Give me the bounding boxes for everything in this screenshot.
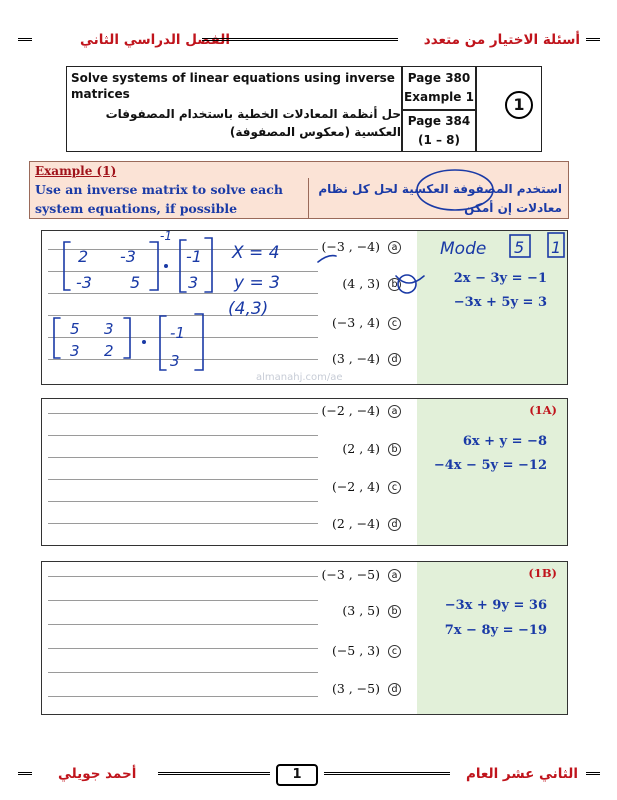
page-ref-1: Page 380 — [407, 71, 471, 85]
option-value: (−3 , −4) — [321, 239, 380, 254]
option-letter: b — [388, 443, 401, 456]
option-letter: d — [388, 353, 401, 366]
option-letter: c — [388, 645, 401, 658]
option-b[interactable] — [342, 603, 401, 618]
hand-m2-c: 3 — [70, 342, 80, 360]
example-title: Example (1) — [35, 164, 117, 178]
watermark: almanahj.com/ae — [256, 372, 343, 383]
equation-2: −3x + 5y = 3 — [453, 295, 547, 310]
option-letter: d — [388, 683, 401, 696]
topic-box — [66, 66, 542, 152]
question-label: (1B) — [528, 566, 557, 580]
footer-rule — [158, 772, 270, 779]
example-divider — [308, 178, 309, 218]
question-box-1a — [41, 398, 568, 546]
page-number: 1 — [276, 764, 318, 786]
option-value: (3 , −4) — [331, 351, 380, 366]
header-left-title: الفصل الدراسي الثاني — [80, 32, 230, 48]
hand-sol-y: y = 3 — [234, 273, 280, 293]
equation-1: 6x + y = −8 — [462, 434, 547, 449]
option-b[interactable] — [342, 441, 401, 456]
header-rule — [586, 38, 600, 45]
example-ref: Example 1 — [404, 90, 474, 104]
option-c[interactable] — [332, 479, 401, 494]
hand-v1-a: -1 — [186, 247, 202, 266]
hand-m1-a: 2 — [78, 247, 89, 266]
equations-panel — [417, 562, 567, 714]
option-d[interactable] — [332, 681, 401, 696]
hand-m1-c: -3 — [76, 273, 92, 292]
answer-lines — [48, 231, 318, 384]
option-d[interactable] — [332, 516, 401, 531]
hand-sol-pair: (4,3) — [228, 299, 269, 319]
topic-title-en: Solve systems of linear equations using inverse matrices — [71, 71, 395, 101]
hand-superscript: -1 — [160, 229, 172, 243]
page-ref-2: Page 384 — [407, 114, 471, 128]
topic-divider — [401, 109, 476, 111]
option-value: (−3 , 4) — [331, 315, 380, 330]
option-b[interactable] — [342, 276, 401, 291]
hand-mode: Mode — [440, 239, 487, 259]
option-letter: b — [388, 605, 401, 618]
option-value: (3 , −5) — [331, 681, 380, 696]
option-letter: a — [388, 241, 401, 254]
topic-number: 1 — [505, 91, 533, 119]
option-value: (−3 , −5) — [321, 567, 380, 582]
hand-key-5: 5 — [514, 238, 525, 257]
question-label: (1A) — [529, 403, 557, 417]
footer-rule — [324, 772, 450, 779]
option-letter: c — [388, 481, 401, 494]
option-value: (2 , 4) — [342, 441, 380, 456]
hand-v2-a: -1 — [170, 324, 185, 342]
option-c[interactable] — [332, 315, 401, 330]
equation-1: 2x − 3y = −1 — [453, 271, 547, 286]
option-value: (4 , 3) — [342, 276, 380, 291]
question-box-1b — [41, 561, 568, 715]
header-right-title: أسئلة الاختيار من متعدد — [423, 32, 580, 48]
page-footer — [18, 764, 600, 790]
answer-lines — [48, 562, 318, 714]
hand-m2-b: 3 — [104, 320, 114, 338]
option-letter: c — [388, 317, 401, 330]
option-letter: b — [388, 278, 401, 291]
hand-m1-b: -3 — [120, 247, 136, 266]
option-letter: a — [388, 405, 401, 418]
footer-rule — [586, 772, 600, 779]
example-instruction-en: Use an inverse matrix to solve each system equations, if possible — [35, 182, 283, 216]
header-rule — [18, 38, 32, 45]
equation-2: 7x − 8y = −19 — [444, 623, 547, 638]
option-d[interactable] — [332, 351, 401, 366]
option-a[interactable] — [321, 239, 401, 254]
footer-grade: الثاني عشر العام — [465, 766, 578, 782]
answer-lines — [48, 399, 318, 545]
header-rule — [202, 38, 398, 45]
hand-m2-a: 5 — [70, 320, 80, 338]
option-value: (−5 , 3) — [331, 643, 380, 658]
equation-2: −4x − 5y = −12 — [433, 458, 547, 473]
range-ref: (1 – 8) — [417, 133, 461, 147]
option-a[interactable] — [321, 567, 401, 582]
option-value: (3 , 5) — [342, 603, 380, 618]
hand-v2-b: 3 — [170, 352, 180, 370]
hand-m2-d: 2 — [104, 342, 114, 360]
option-value: (−2 , −4) — [321, 403, 380, 418]
question-box-1 — [41, 230, 568, 385]
topic-title-ar: حل أنظمة المعادلات الخطية باستخدام المصفوفات العكسية (معكوس المصفوفة) — [105, 107, 401, 139]
option-value: (−2 , 4) — [331, 479, 380, 494]
hand-sol-x: X = 4 — [232, 243, 280, 263]
example-bar — [29, 161, 569, 219]
hand-key-1: 1 — [551, 238, 562, 257]
page-header — [18, 30, 600, 56]
equation-1: −3x + 9y = 36 — [444, 598, 547, 613]
option-letter: d — [388, 518, 401, 531]
footer-rule — [18, 772, 32, 779]
example-instruction-ar: استخدم المصفوفة العكسية لحل كل نظام معادلات إن أمكن — [318, 182, 562, 215]
option-value: (2 , −4) — [331, 516, 380, 531]
option-letter: a — [388, 569, 401, 582]
hand-m1-d: 5 — [130, 273, 141, 292]
option-a[interactable] — [321, 403, 401, 418]
option-c[interactable] — [332, 643, 401, 658]
hand-v1-b: 3 — [188, 273, 199, 292]
footer-author: أحمد جويلي — [58, 766, 137, 782]
